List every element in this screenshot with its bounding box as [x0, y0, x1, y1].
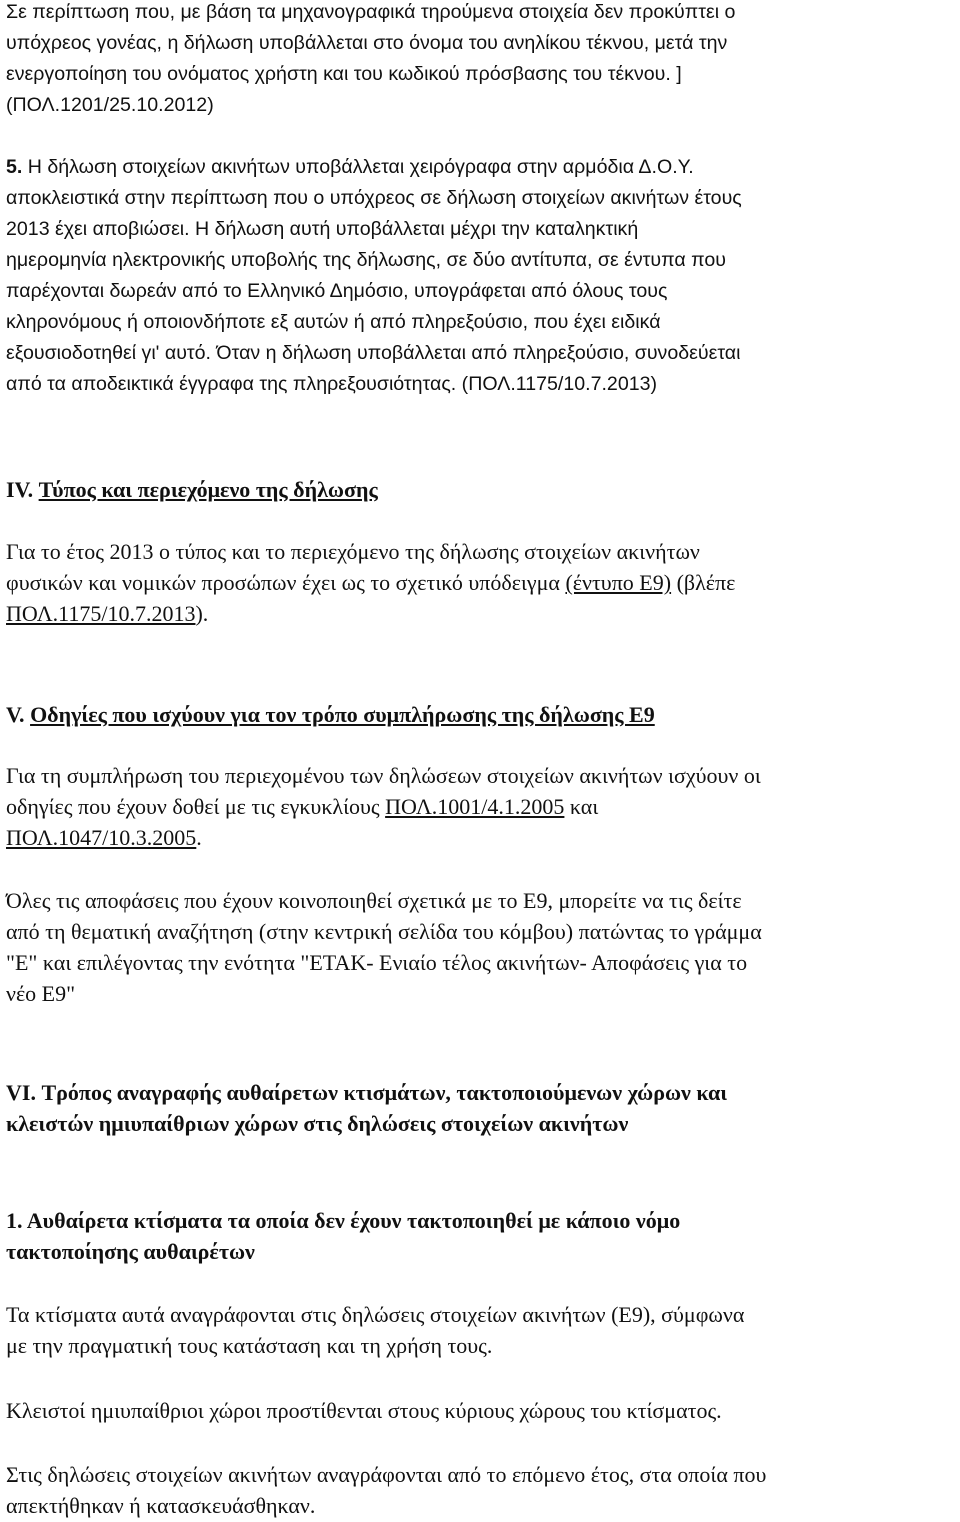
section-heading-v: [6, 699, 956, 730]
section-title-v: Οδηγίες που ισχύουν για τον τρόπο συμπλήρωσης της δήλωσης Ε9: [30, 702, 655, 727]
item-number-5: 5.: [6, 156, 23, 178]
section-title-iv: Τύπος και περιεχόμενο της δήλωσης: [38, 477, 378, 502]
paragraph-deceased-filing: [6, 152, 956, 400]
section-heading-iv: [6, 474, 956, 505]
paragraph-form-type-mid: (βλέπε: [676, 570, 736, 595]
section-number-v: V.: [6, 702, 25, 727]
paragraph-instructions-end: .: [196, 825, 202, 850]
subsection-heading-1: 1. Αυθαίρετα κτίσματα τα οποία δεν έχουν τακτοποιηθεί με κάποιο νόμο τακτοποίησης αυθαιρέτων: [6, 1208, 681, 1264]
paragraph-thematic-search: Όλες τις αποφάσεις που έχουν κοινοποιηθεί σχετικά με το Ε9, μπορείτε να τις δείτε από τη θεματική αναζήτηση (στην κεντρική σελίδα του κόμβου) πατώντας το γράμμα "Ε" και επιλέγοντας την ενότητα "ΕΤΑΚ- Ενιαίο τέλος ακινήτων- Αποφάσεις για το νέο Ε9": [6, 888, 762, 1006]
paragraph-deceased-filing-text: Η δήλωση στοιχείων ακινήτων υποβάλλεται χειρόγραφα στην αρμόδια Δ.Ο.Υ. αποκλειστικά στην περίπτωση που ο υπόχρεος σε δήλωση στοιχείων ακινήτων έτους 2013 έχει αποβιώσει. Η δήλωση αυτή υποβάλλεται μέχρι την καταληκτική ημερομηνία ηλεκτρονικής υποβολής της δήλωσης, σε δύο αντίτυπα, σε έντυπα που παρέχονται δωρεάν από το Ελληνικό Δημόσιο, υπογράφεται από όλους τους κληρονόμους ή οποιονδήποτε εξ αυτών ή από πληρεξούσιο, που έχει ειδικά εξουσιοδοτηθεί γι' αυτό. Όταν η δήλωση υποβάλλεται από πληρεξούσιο, συνοδεύεται από τα αποδεικτικά έγγραφα της πληρεξουσιότητας. (ΠΟΛ.1175/10.7.2013): [6, 156, 742, 395]
form-e9-link[interactable]: (έντυπο Ε9): [565, 570, 672, 595]
pol-1047-link[interactable]: ΠΟΛ.1047/10.3.2005: [6, 825, 197, 850]
paragraph-instructions-mid: και: [569, 794, 599, 819]
pol-1001-link[interactable]: ΠΟΛ.1001/4.1.2005: [385, 794, 565, 819]
section-heading-vi: VI. Τρόπος αναγραφής αυθαίρετων κτισμάτων, τακτοποιούμενων χώρων και κλειστών ημιυπαίθριων χώρων στις δηλώσεις στοιχείων ακινήτων: [6, 1080, 728, 1136]
section-number-iv: IV.: [6, 477, 34, 502]
pol-1175-link[interactable]: ΠΟΛ.1175/10.7.2013: [6, 601, 196, 626]
paragraph-form-type-text: Για το έτος 2013 ο τύπος και το περιεχόμενο της δήλωσης στοιχείων ακινήτων φυσικών και νομικών προσώπων έχει ως το σχετικό υπόδειγμα: [6, 539, 700, 595]
paragraph-minor-owner: Σε περίπτωση που, με βάση τα μηχανογραφικά τηρούμενα στοιχεία δεν προκύπτει ο υπόχρεος γονέας, η δήλωση υποβάλλεται στο όνομα του ανηλίκου τέκνου, μετά την ενεργοποίηση του ονόματος χρήστη και του κωδικού πρόσβασης του τέκνου. ] (ΠΟΛ.1201/25.10.2012): [6, 1, 736, 116]
paragraph-unregularized-buildings: Τα κτίσματα αυτά αναγράφονται στις δηλώσεις στοιχείων ακινήτων (Ε9), σύμφωνα με την πραγματική τους κατάσταση και τη χρήση τους.: [6, 1302, 745, 1358]
paragraph-form-type: [6, 536, 956, 629]
paragraph-instructions-text: Για τη συμπλήρωση του περιεχομένου των δηλώσεων στοιχείων ακινήτων ισχύουν οι οδηγίες που έχουν δοθεί με τις εγκυκλίους: [6, 763, 761, 819]
paragraph-instructions: [6, 760, 956, 853]
paragraph-next-year-declaration: Στις δηλώσεις στοιχείων ακινήτων αναγράφονται από το επόμενο έτος, στα οποία που απεκτήθηκαν ή κατασκευάσθηκαν.: [6, 1462, 767, 1518]
paragraph-semi-open-spaces: Κλειστοί ημιυπαίθριοι χώροι προστίθενται στους κύριους χώρους του κτίσματος.: [6, 1398, 722, 1423]
paragraph-form-type-end: ).: [195, 601, 209, 626]
